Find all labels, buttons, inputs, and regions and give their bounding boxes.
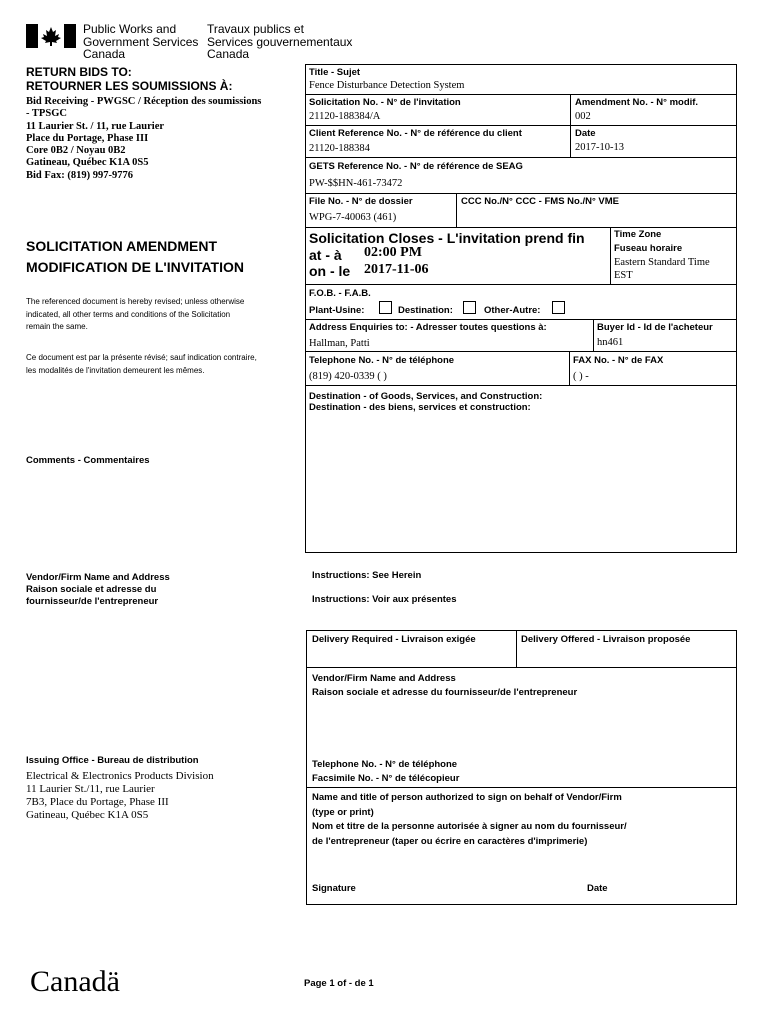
plant-checkbox[interactable]	[379, 301, 392, 314]
buyer-id-label: Buyer Id - Id de l'acheteur	[597, 322, 713, 333]
vendor-telephone-label: Telephone No. - N° de téléphone	[312, 759, 458, 770]
authorized-label-1: Name and title of person authorized to sign on behalf of Vendor/Firm	[312, 792, 622, 803]
dept-name-fr-1: Travaux publics et	[207, 22, 304, 36]
signature-date-label: Date	[587, 883, 608, 894]
fax-value: ( ) -	[573, 371, 589, 382]
time-zone-label-en: Time Zone	[614, 229, 662, 240]
address-enquiries-label: Address Enquiries to: - Adresser toutes questions à:	[309, 322, 547, 333]
authorized-label-4: de l'entrepreneur (taper ou écrire en caractères d'imprimerie)	[312, 835, 588, 847]
other-label: Other-Autre:	[484, 305, 541, 316]
vendor-label-3: fournisseur/de l'entrepreneur	[26, 596, 159, 607]
destination-goods-label-fr: Destination - des biens, services et construction:	[309, 402, 531, 413]
canada-flag-icon	[26, 24, 76, 48]
issuing-office-line: Gatineau, Québec K1A 0S5	[26, 809, 149, 821]
client-ref-label: Client Reference No. - N° de référence du client	[309, 128, 522, 139]
instructions-en: Instructions: See Herein	[312, 570, 422, 581]
address-line: Bid Fax: (819) 997-9776	[26, 169, 134, 181]
file-no-value: WPG-7-40063 (461)	[309, 212, 397, 223]
issuing-office-line: 11 Laurier St./11, rue Laurier	[26, 783, 155, 795]
instructions-fr: Instructions: Voir aux présentes	[312, 594, 457, 605]
date-value: 2017-10-13	[575, 142, 624, 153]
close-date-value: 2017-11-06	[364, 262, 429, 277]
time-zone-value: Eastern Standard Time	[614, 257, 710, 268]
address-line: Bid Receiving - PWGSC / Réception des soumissions	[26, 96, 262, 107]
notice-fr-2: les modalités de l'invitation demeurent les mêmes.	[26, 365, 205, 375]
signature-label: Signature	[312, 883, 356, 894]
amendment-no-value: 002	[575, 111, 591, 122]
solicitation-no-label: Solicitation No. - N° de l'invitation	[309, 97, 461, 108]
telephone-value: (819) 420-0339 ( )	[309, 371, 387, 382]
dept-name-en-3: Canada	[83, 47, 126, 61]
page-number: Page 1 of - de 1	[304, 978, 374, 989]
destination-checkbox[interactable]	[463, 301, 476, 314]
title-label: Title - Sujet	[309, 67, 361, 78]
dept-name-fr-3: Canada	[207, 47, 250, 61]
gets-ref-label: GETS Reference No. - N° de référence de SEAG	[309, 161, 523, 172]
notice-en-1: The referenced document is hereby revised; unless otherwise	[26, 297, 245, 306]
vendor-label-2: Raison sociale et adresse du	[26, 584, 157, 595]
destination-goods-label-en: Destination - of Goods, Services, and Construction:	[309, 391, 543, 402]
ccc-no-label: CCC No./N° CCC - FMS No./N° VME	[461, 196, 620, 207]
address-line: - TPSGC	[26, 108, 67, 120]
comments-label: Comments - Commentaires	[26, 455, 150, 466]
authorized-label-2: (type or print)	[312, 806, 374, 818]
issuing-office-line: Electrical & Electronics Products Division	[26, 770, 214, 782]
dept-name-en-1: Public Works and	[83, 22, 177, 36]
at-label: at - à	[309, 247, 342, 263]
time-zone-abbr: EST	[614, 270, 633, 281]
delivery-required-label: Delivery Required - Livraison exigée	[312, 634, 476, 645]
vendor-name-label-fr: Raison sociale et adresse du fournisseur/de l'entrepreneur	[312, 687, 578, 698]
plant-label: Plant-Usine:	[309, 305, 365, 316]
dept-name-fr-2: Services gouvernementaux	[207, 34, 353, 49]
vendor-name-label-en: Vendor/Firm Name and Address	[312, 673, 456, 684]
telephone-label: Telephone No. - N° de téléphone	[309, 355, 455, 366]
client-ref-value: 21120-188384	[309, 143, 370, 154]
date-label: Date	[575, 128, 596, 139]
amendment-title-en: SOLICITATION AMENDMENT	[26, 238, 218, 254]
dept-name-en-2: Government Services	[83, 34, 199, 49]
title-value: Fence Disturbance Detection System	[309, 80, 465, 91]
issuing-office-label: Issuing Office - Bureau de distribution	[26, 755, 199, 766]
fob-label: F.O.B. - F.A.B.	[309, 288, 371, 299]
buyer-id-value: hn461	[597, 337, 624, 348]
vendor-fax-label: Facsimile No. - N° de télécopieur	[312, 773, 460, 784]
closes-label: Solicitation Closes - L'invitation prend fin	[309, 230, 585, 246]
issuing-office-line: 7B3, Place du Portage, Phase III	[26, 796, 169, 808]
notice-fr-1: Ce document est par la présente révisé; sauf indication contraire,	[26, 353, 257, 362]
amendment-title-fr: MODIFICATION DE L'INVITATION	[26, 259, 244, 275]
notice-en-3: remain the same.	[26, 322, 88, 331]
vendor-label-1: Vendor/Firm Name and Address	[26, 572, 170, 583]
solicitation-no-value: 21120-188384/A	[309, 111, 381, 122]
return-bids-address	[26, 96, 296, 182]
gets-ref-value: PW-$$HN-461-73472	[309, 178, 403, 189]
file-no-label: File No. - N° de dossier	[309, 196, 413, 207]
amendment-no-label: Amendment No. - N° modif.	[575, 97, 699, 108]
address-line: 11 Laurier St. / 11, rue Laurier	[26, 120, 165, 132]
address-line: Gatineau, Québec K1A 0S5	[26, 157, 149, 169]
fax-label: FAX No. - N° de FAX	[573, 355, 664, 366]
address-line: Place du Portage, Phase III	[26, 132, 149, 144]
address-enquiries-value: Hallman, Patti	[309, 338, 370, 349]
delivery-offered-label: Delivery Offered - Livraison proposée	[521, 634, 691, 645]
return-bids-heading-fr: RETOURNER LES SOUMISSIONS À:	[26, 79, 233, 93]
time-zone-label-fr: Fuseau horaire	[614, 243, 683, 254]
address-line: Core 0B2 / Noyau 0B2	[26, 145, 126, 157]
notice-en-2: indicated, all other terms and conditions of the Solicitation	[26, 309, 231, 319]
return-bids-heading-en: RETURN BIDS TO:	[26, 65, 132, 79]
close-time-value: 02:00 PM	[364, 245, 422, 260]
on-label: on - le	[309, 263, 351, 279]
authorized-label-3: Nom et titre de la personne autorisée à signer au nom du fournisseur/	[312, 821, 627, 832]
canada-wordmark: Canadä	[30, 965, 120, 998]
destination-fob-label: Destination:	[398, 305, 453, 316]
other-checkbox[interactable]	[552, 301, 565, 314]
